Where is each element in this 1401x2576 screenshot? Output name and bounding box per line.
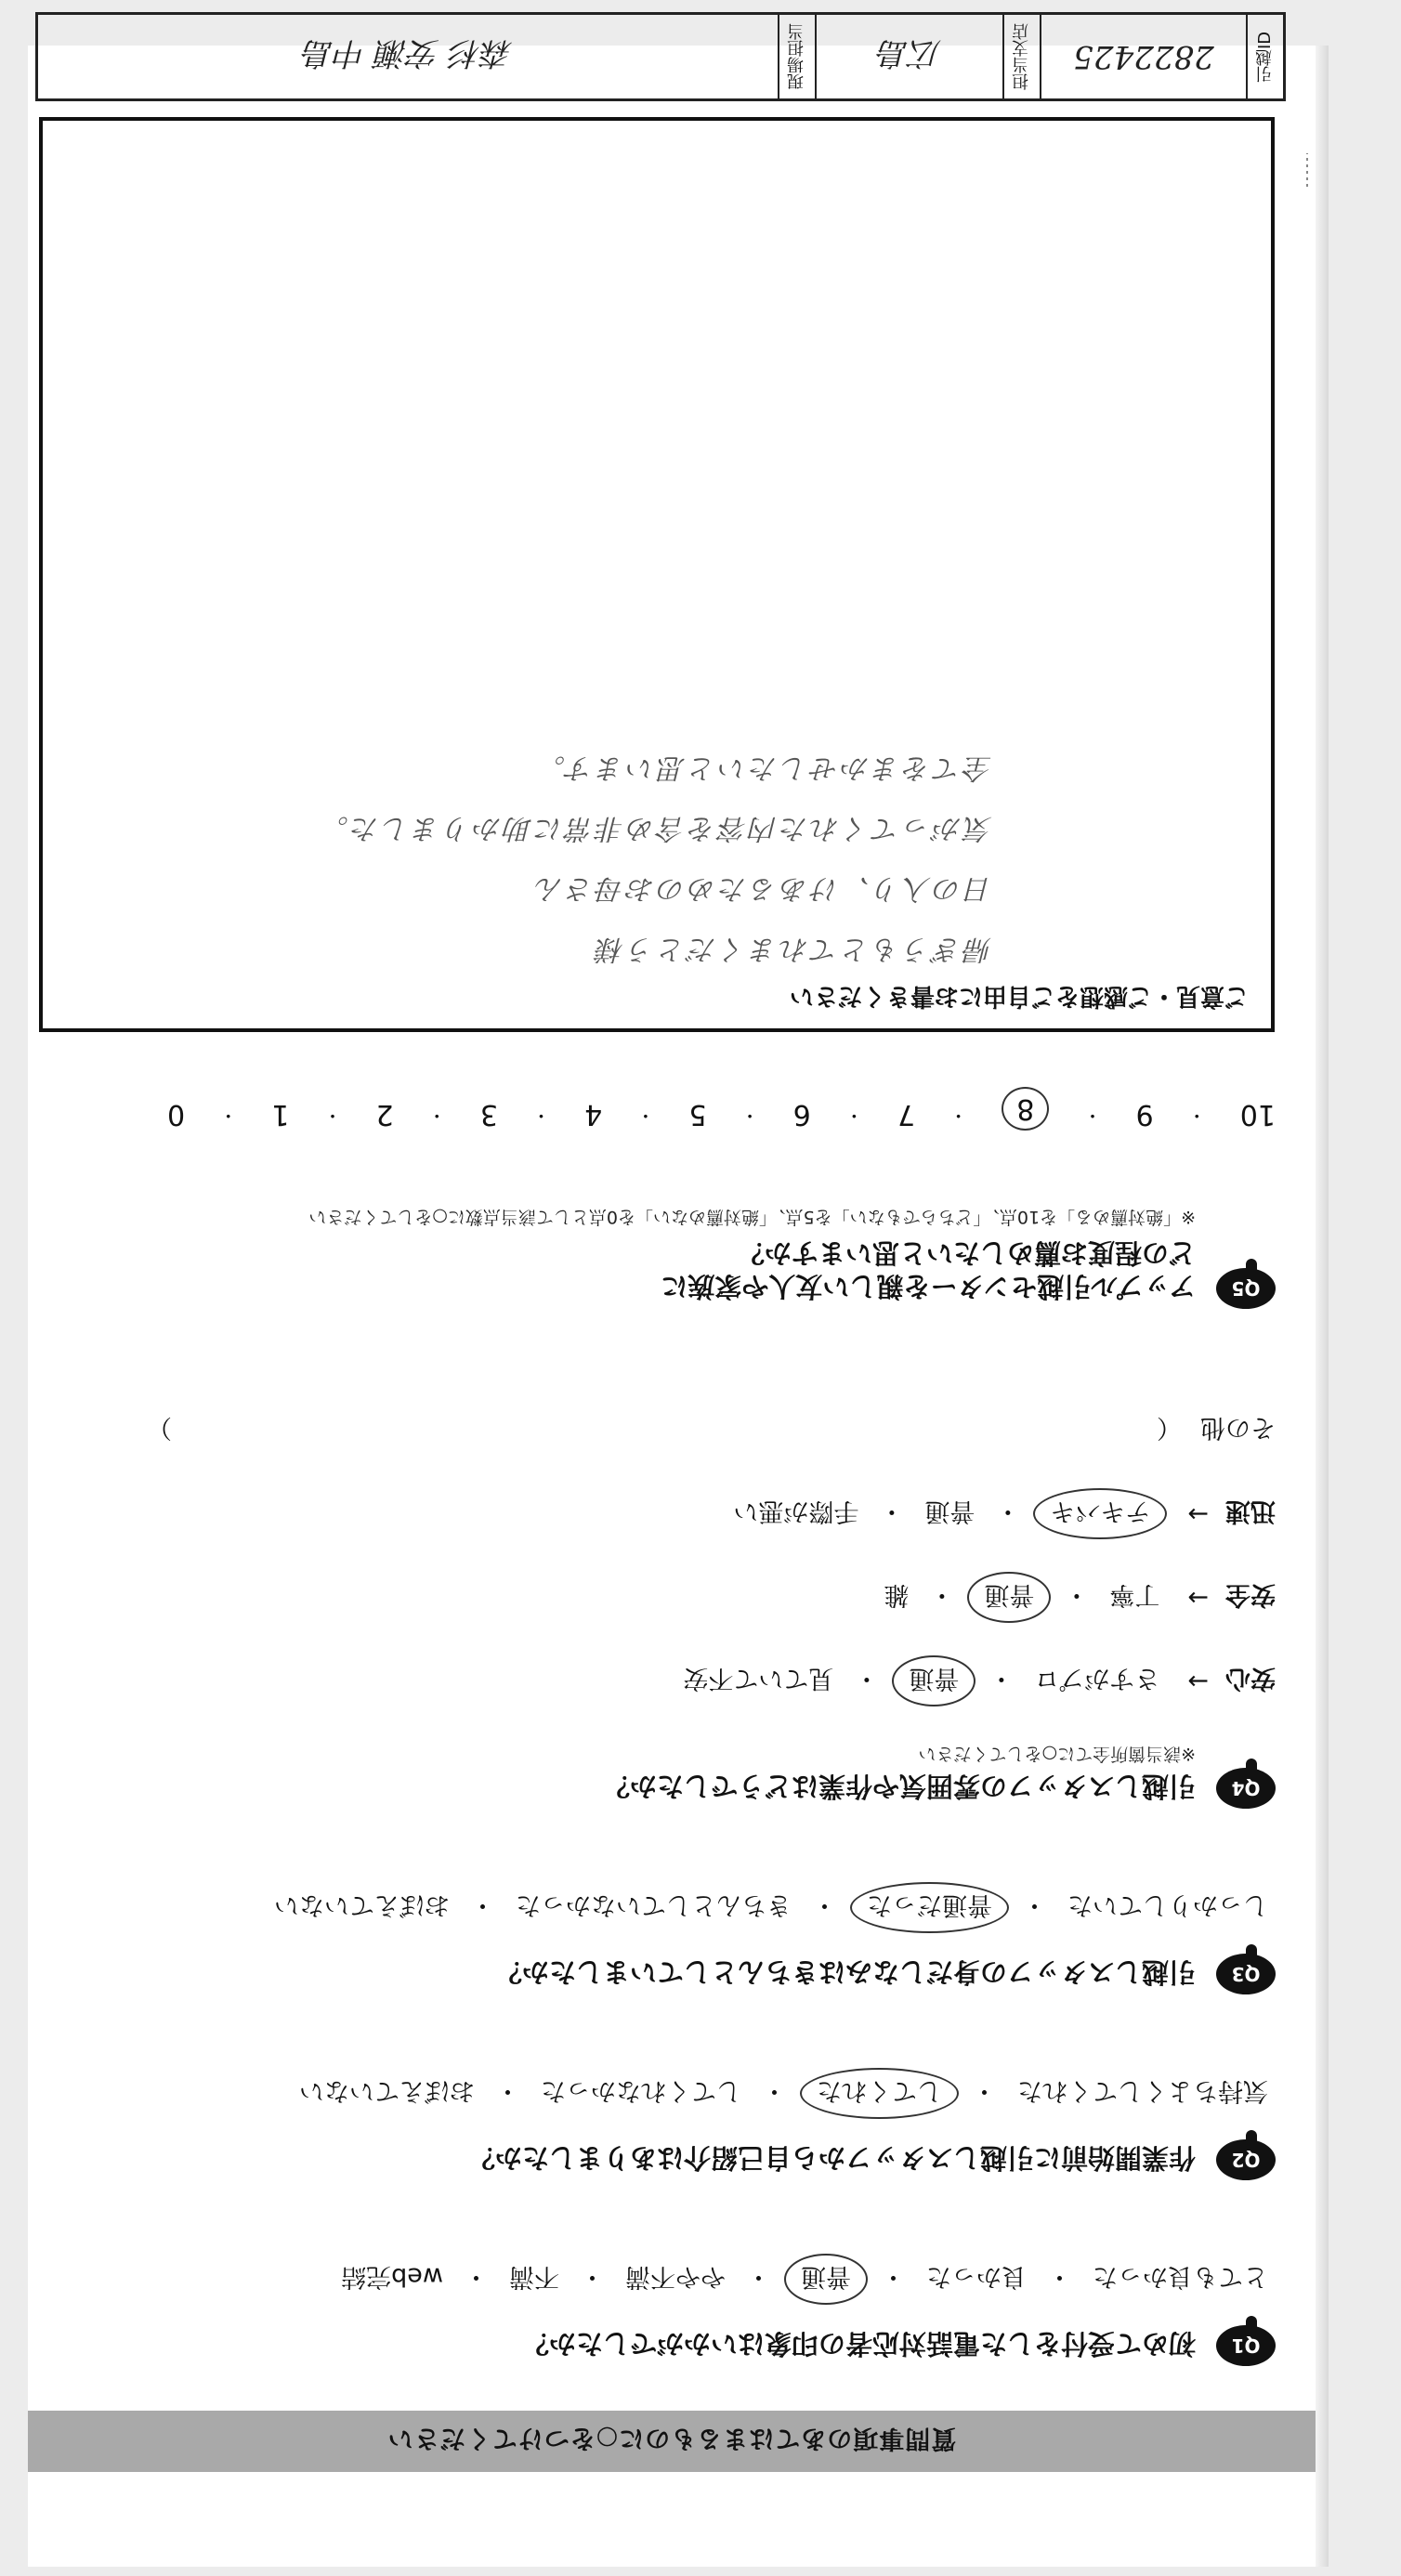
id-value: 2822425 <box>1040 15 1246 98</box>
q4-row-label: 安全 <box>1225 1580 1276 1610</box>
q4-badge: Q4 <box>1216 1768 1276 1809</box>
score-option[interactable]: 3 <box>479 1098 498 1131</box>
score-option[interactable]: 7 <box>897 1098 916 1131</box>
q3-options: しっかりしていた ・ 普通だった ・ きちんとしていなかった ・ おぼえていない <box>45 1882 1276 1933</box>
branch-label: 担当支店 <box>1002 15 1040 98</box>
score-option-selected[interactable]: 8 <box>1002 1087 1049 1131</box>
pen-mark <box>1303 151 1312 189</box>
q4-option[interactable]: 手際が悪い <box>733 1497 859 1526</box>
score-option[interactable]: 6 <box>792 1098 811 1131</box>
arrow-right-icon: → <box>1187 1499 1209 1529</box>
q4-option[interactable]: 丁寧 <box>1109 1580 1160 1610</box>
score-option[interactable]: 5 <box>688 1098 707 1131</box>
q1-option[interactable]: 不満 <box>509 2262 559 2291</box>
q4-rows <box>45 1406 1276 1706</box>
q4-row-other <box>45 1406 1276 1455</box>
q3-option[interactable]: しっかりしていた <box>1067 1890 1268 1919</box>
leader-value: 森杉 安瀬 中島 <box>303 34 513 72</box>
q2-text: 作業開始前に引越しスタッフから自己紹介はありましたか？ <box>467 2142 1196 2174</box>
handwritten-line: 全てをまかせしたいと思います。 <box>534 752 992 784</box>
question-3 <box>45 1882 1276 1989</box>
q1-text: 初めて受付をした電話対応者の印象はいかがでしたか？ <box>521 2328 1196 2360</box>
q5-text-line1: アップル引越センターを親しい友人や家族に <box>661 1271 1196 1302</box>
handwritten-line: 気がってくれた内容を含め非常に助かりました。 <box>318 812 992 844</box>
q1-option[interactable]: web完結 <box>341 2262 443 2291</box>
question-4 <box>45 1406 1276 1803</box>
q2-option[interactable]: してくれなかった <box>541 2076 741 2105</box>
id-label: 引越ID <box>1246 15 1283 98</box>
q5-badge: Q5 <box>1216 1268 1276 1309</box>
q4-option[interactable]: 雑 <box>884 1580 910 1610</box>
score-option[interactable]: 4 <box>584 1098 603 1131</box>
q4-row-label: 迅速 <box>1225 1497 1276 1526</box>
q3-option-selected[interactable]: 普通だった <box>850 1882 1009 1933</box>
q2-options: 気持ちよくしてくれた ・ してくれた ・ してくれなかった ・ おぼえていない <box>45 2068 1276 2119</box>
q4-option-selected[interactable]: 普通 <box>892 1656 975 1707</box>
score-option[interactable]: 1 <box>271 1098 290 1131</box>
q5-text-line2: どの程度お薦めしたいと思いますか？ <box>737 1237 1196 1269</box>
question-2 <box>45 2068 1276 2175</box>
handwritten-line: 日の入り、けあるためのお母さん <box>532 872 992 905</box>
q4-row-anzen: 安全 → 丁寧 ・ 普通 ・ 雑 <box>45 1574 1276 1622</box>
id-table <box>35 12 1286 101</box>
q4-option[interactable]: 見ていて不安 <box>683 1664 834 1693</box>
leader-label: 現場担当 <box>778 15 815 98</box>
q1-badge: Q1 <box>1216 2325 1276 2366</box>
question-1 <box>45 2254 1276 2360</box>
q1-option[interactable]: とても良かった <box>1093 2262 1268 2291</box>
q4-row-label: 安心 <box>1225 1664 1276 1693</box>
q1-option[interactable]: 良かった <box>926 2262 1027 2291</box>
q5-score-scale: 10 ・ 9 ・ 8 ・ 7 ・ 6 ・ 5 ・ 4 ・ 3 ・ 2 ・ 1 ・ 0 <box>167 1087 1276 1131</box>
question-5 <box>45 1206 1276 1303</box>
q1-option-selected[interactable]: 普通 <box>784 2254 868 2305</box>
q3-option[interactable]: おぼえていない <box>274 1890 450 1919</box>
q4-row-jinsoku: 迅速 → テキパキ ・ 普通 ・ 手際が悪い <box>45 1490 1276 1538</box>
q3-badge: Q3 <box>1216 1954 1276 1994</box>
branch-value: 広島 <box>815 15 1002 98</box>
q4-note: ※該当箇所全てに○をしてください <box>918 1744 1196 1764</box>
q2-option[interactable]: 気持ちよくしてくれた <box>1017 2076 1268 2105</box>
q4-option-selected[interactable]: テキパキ <box>1033 1489 1167 1540</box>
q4-other-open: （ <box>1157 1413 1182 1443</box>
comment-title: ご意見・ご感想をご自由にお書きください <box>789 982 1249 1010</box>
score-option[interactable]: 0 <box>167 1098 186 1131</box>
q5-note: ※「絶対薦める」を10点、「どちらでもない」を5点、「絶対薦めない」を0点として該当点数に○をしてください <box>308 1207 1196 1227</box>
instruction-banner: 質問事項のあてはまるものに○をつけてください <box>28 2411 1316 2472</box>
q4-option[interactable]: さすがプロ <box>1034 1664 1160 1693</box>
comment-box[interactable] <box>39 117 1275 1032</box>
q1-options: とても良かった ・ 良かった ・ 普通 ・ やや不満 ・ 不満 ・ web完結 <box>45 2254 1276 2305</box>
q3-option[interactable]: きちんとしていなかった <box>516 1890 792 1919</box>
q4-option[interactable]: 普通 <box>924 1497 975 1526</box>
q2-option[interactable]: おぼえていない <box>299 2076 475 2105</box>
arrow-right-icon: → <box>1187 1667 1209 1696</box>
q1-option[interactable]: やや不満 <box>625 2262 726 2291</box>
q4-row-anshin: 安心 → さすがプロ ・ 普通 ・ 見ていて不安 <box>45 1657 1276 1706</box>
score-option[interactable]: 2 <box>375 1098 394 1131</box>
q2-option-selected[interactable]: してくれた <box>800 2068 959 2119</box>
arrow-right-icon: → <box>1187 1583 1209 1613</box>
q4-option-selected[interactable]: 普通 <box>967 1573 1051 1624</box>
q3-text: 引越しスタッフの身だしなみはきちんとしていましたか？ <box>494 1956 1196 1988</box>
page-shadow <box>1316 46 1329 2567</box>
q4-text: 引越しスタッフの雰囲気や作業はどうでしたか？ <box>602 1771 1196 1802</box>
handwritten-line: 帰ぎうもとてれまくだとう様 <box>594 933 992 965</box>
score-option[interactable]: 10 <box>1239 1098 1276 1131</box>
q4-other-label: その他 <box>1200 1413 1276 1443</box>
q2-badge: Q2 <box>1216 2139 1276 2180</box>
q4-other-close: ） <box>147 1413 172 1443</box>
score-option[interactable]: 9 <box>1135 1098 1154 1131</box>
